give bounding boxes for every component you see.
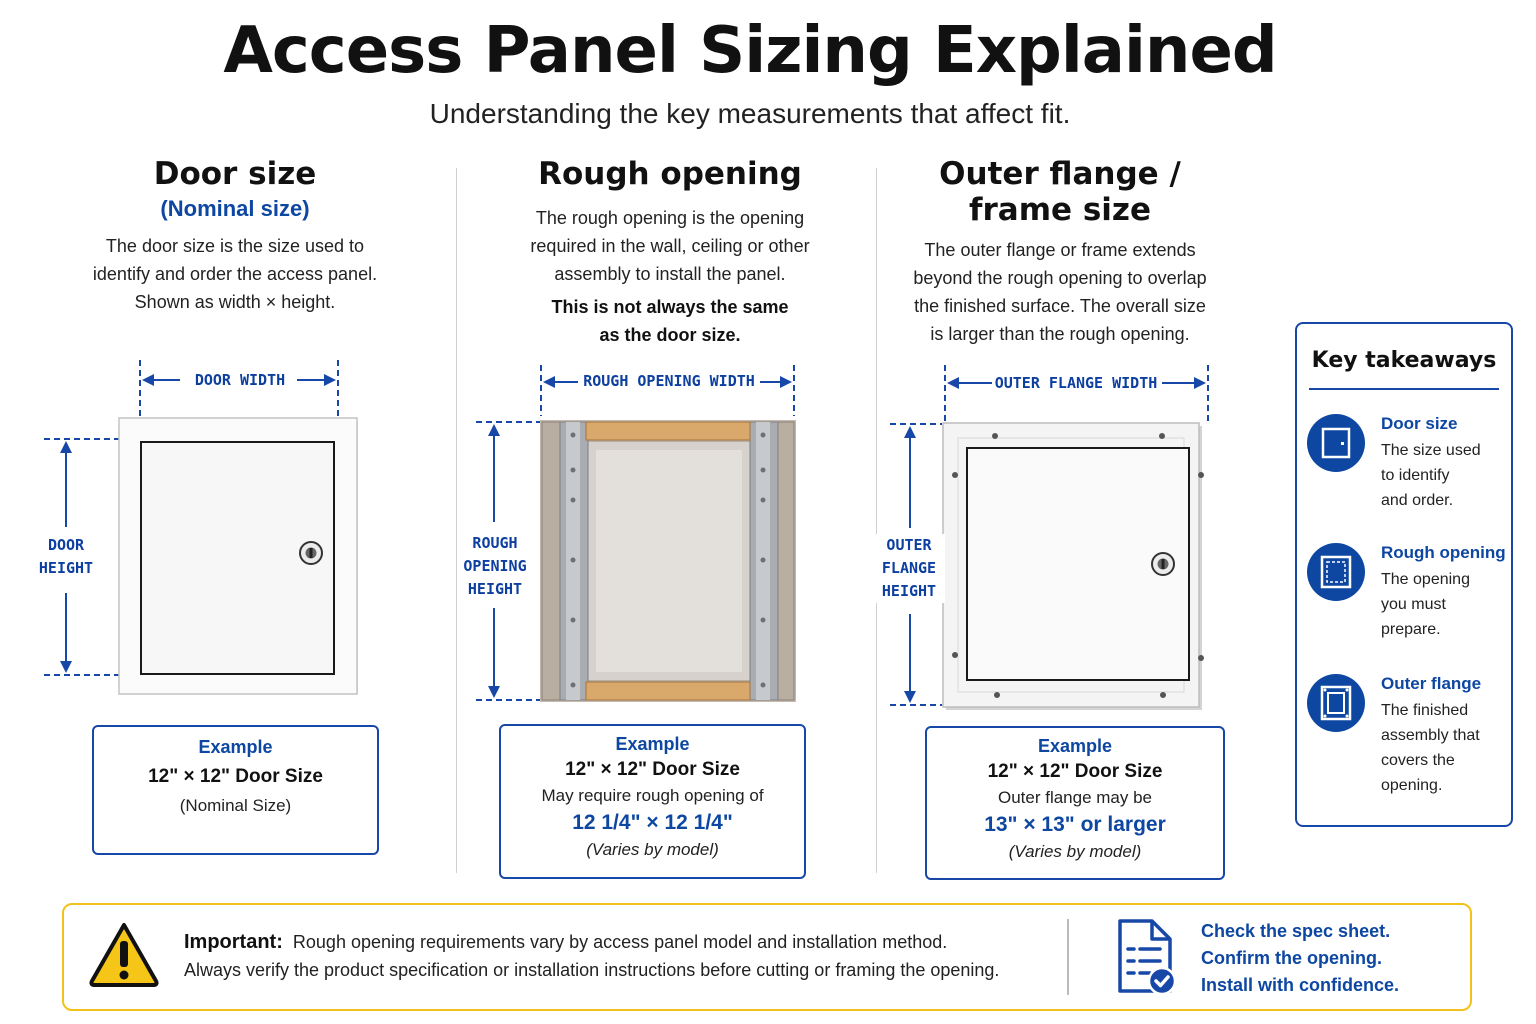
takeaway-text <box>1381 567 1511 642</box>
door-size-example <box>92 725 379 855</box>
example-main: 12" × 12" Door Size <box>565 759 740 780</box>
notice-divider <box>1067 919 1069 995</box>
description-line: The rough opening is the opening <box>535 208 805 228</box>
example-line: Outer flange may be <box>997 788 1153 807</box>
key-takeaways-rule <box>1309 388 1499 390</box>
takeaway-line: The size used <box>1381 442 1481 459</box>
rough-opening-heading: Rough opening <box>538 156 802 192</box>
takeaway-line: opening. <box>1381 777 1443 794</box>
door-height-label <box>28 534 104 580</box>
note-line: as the door size. <box>599 325 741 345</box>
page-title: Access Panel Sizing Explained <box>223 14 1277 88</box>
important-line-1 <box>184 931 947 954</box>
description-line: identify and order the access panel. <box>92 264 378 284</box>
rough-opening-note <box>470 293 870 349</box>
outer-flange-width-label: OUTER FLANGE WIDTH <box>992 372 1160 395</box>
key-takeaways-panel <box>1295 322 1513 827</box>
door-icon <box>1307 414 1365 472</box>
warning-icon <box>88 921 160 987</box>
takeaway-heading: Rough opening <box>1381 543 1506 562</box>
description-line: beyond the rough opening to overlap <box>913 268 1207 288</box>
takeaway-line: and order. <box>1381 492 1454 509</box>
example-line: (Nominal Size) <box>179 796 292 815</box>
example-main: 12" × 12" Door Size <box>987 761 1163 782</box>
dim-label-line: HEIGHT <box>458 578 532 601</box>
outer-flange-example <box>925 726 1225 880</box>
description-line: The door size is the size used to <box>105 236 365 256</box>
column-divider <box>456 168 457 873</box>
rough-opening-example <box>499 724 806 879</box>
takeaway-text <box>1381 438 1511 513</box>
outer-flange-heading <box>880 156 1240 228</box>
dim-label-line: OUTER <box>873 534 945 557</box>
important-label: Important: <box>184 931 283 953</box>
example-main: 12" × 12" Door Size <box>148 766 323 787</box>
dim-label-line: HEIGHT <box>28 557 104 580</box>
takeaway-line: The opening <box>1381 571 1470 588</box>
cta-install: Install with confidence. <box>1201 975 1400 995</box>
dim-label-line: HEIGHT <box>873 580 945 603</box>
takeaway-heading: Outer flange <box>1381 674 1482 693</box>
example-heading: Example <box>1037 736 1113 756</box>
takeaway-line: prepare. <box>1381 621 1441 638</box>
page-subtitle: Understanding the key measurements that affect fit. <box>429 98 1071 129</box>
description-line: Shown as width × height. <box>134 292 336 312</box>
example-heading: Example <box>198 737 273 757</box>
heading-line: frame size <box>969 192 1151 228</box>
important-text: Rough opening requirements vary by access panel model and installation method. <box>292 932 948 952</box>
example-note: (Varies by model) <box>586 840 719 859</box>
description-line: assembly to install the panel. <box>554 264 786 284</box>
outer-flange-height-label <box>873 534 945 603</box>
example-heading: Example <box>615 734 690 754</box>
takeaway-heading: Door size <box>1381 414 1458 433</box>
opening-icon <box>1307 543 1365 601</box>
cta-check-spec: Check the spec sheet. <box>1201 921 1391 941</box>
flange-icon <box>1307 674 1365 732</box>
dim-label-line: FLANGE <box>873 557 945 580</box>
door-size-subheading: (Nominal size) <box>160 196 310 221</box>
heading-line: Outer flange / <box>939 156 1181 192</box>
takeaway-line: to identify <box>1381 467 1450 484</box>
description-line: is larger than the rough opening. <box>930 324 1190 344</box>
key-takeaways-title: Key takeaways <box>1311 348 1497 373</box>
example-size: 12 1/4" × 12 1/4" <box>572 811 733 834</box>
cta-confirm-opening: Confirm the opening. <box>1201 948 1382 968</box>
door-width-label: DOOR WIDTH <box>183 369 297 392</box>
takeaway-line: you must <box>1381 596 1446 613</box>
rough-opening-description <box>470 204 870 288</box>
takeaway-line: The finished <box>1381 702 1469 719</box>
example-size: 13" × 13" or larger <box>984 813 1166 836</box>
rough-opening-width-label: ROUGH OPENING WIDTH <box>579 370 759 393</box>
note-line: This is not always the same <box>551 297 789 317</box>
outer-flange-description <box>880 236 1240 348</box>
example-note: (Varies by model) <box>1008 842 1142 861</box>
takeaway-text <box>1381 698 1511 798</box>
checklist-document-icon <box>1114 917 1178 997</box>
description-line: required in the wall, ceiling or other <box>530 236 810 256</box>
rough-opening-height-label <box>458 532 532 601</box>
door-size-description <box>40 232 430 316</box>
important-notice <box>62 903 1472 1011</box>
dim-label-line: ROUGH <box>458 532 532 555</box>
takeaway-line: assembly that <box>1381 727 1480 744</box>
dim-label-line: OPENING <box>458 555 532 578</box>
description-line: The outer flange or frame extends <box>924 240 1196 260</box>
door-size-heading: Door size <box>153 156 317 192</box>
important-line-2: Always verify the product specification or installation instructions before cutting or framing the opening. <box>184 960 1000 980</box>
description-line: the finished surface. The overall size <box>914 296 1206 316</box>
example-line: May require rough opening of <box>541 786 764 805</box>
dim-label-line: DOOR <box>28 534 104 557</box>
takeaway-line: covers the <box>1381 752 1455 769</box>
